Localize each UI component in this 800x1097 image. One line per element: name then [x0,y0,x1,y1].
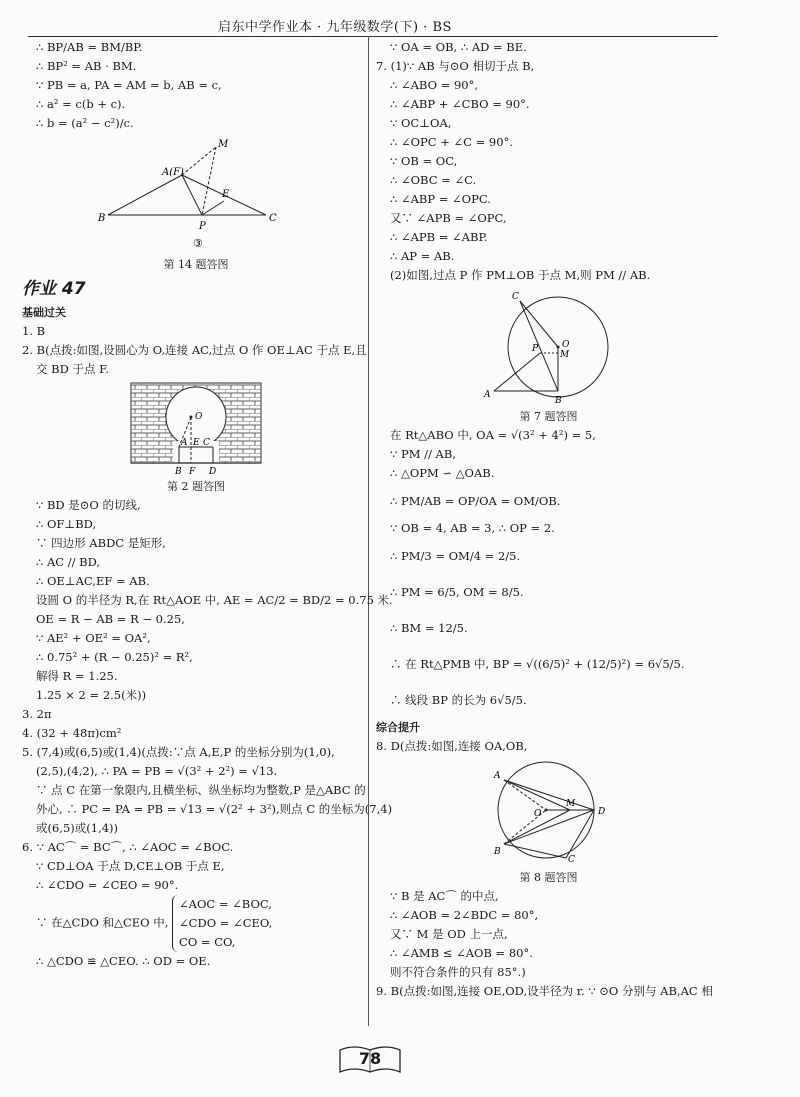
label-m: M [565,799,575,809]
text-line: (2)如图,过点 P 作 PM⊥OB 于点 M,则 PM // AB. [390,268,651,282]
figure-8 [474,758,624,866]
caption-fig8: 第 8 题答图 [519,871,578,884]
text-line: ∴ PM/3 = OM/4 = 2/5. [390,549,521,563]
text-line: ∴ ∠ABP + ∠CBO = 90°. [390,97,530,111]
label-a: A [483,390,490,400]
label-a: A [181,438,188,448]
text-line: ∴ 线段 BP 的长为 6√5/5. [390,693,527,707]
text-line: ∴ ∠CDO = ∠CEO = 90°. [36,878,179,892]
label-e: E [222,189,230,200]
caption-fig7: 第 7 题答图 [519,410,578,423]
label-b: B [554,396,562,405]
text-line: 8. D(点拨:如图,连接 OA,OB, [376,739,528,753]
left-column [22,38,393,971]
label-o: O [533,809,541,819]
text-line: ∵ OB = 4, AB = 3, ∴ OP = 2. [390,521,555,535]
text-line: ∵ OA = OB, ∴ AD = BE. [390,40,527,54]
label-d: D [597,807,605,817]
section-title: 作业 47 [22,279,86,299]
text-line: ∵ PM // AB, [390,447,456,461]
text-line: 1. B [22,324,46,338]
text-line: ∴ △OPM ∽ △OAB. [390,466,495,480]
text-line: ∴ △CDO ≌ △CEO. ∴ OD = OE. [36,954,211,968]
text-line: 又∵ M 是 OD 上一点, [390,927,508,941]
header-title: 启东中学作业本 · 九年级数学(下) · BS [218,20,452,35]
figure-2 [129,381,263,475]
label-n: ③ [193,237,203,250]
subhead-basic: 基础过关 [22,306,66,319]
text-line: ∵ B 是 AC⌒ 的中点, [390,889,499,903]
text-line: ∴ BP/AB = BM/BP. [36,40,143,54]
label-c: C [203,438,210,448]
text-line: 5. (7,4)或(6,5)或(1,4)(点拨:∵点 A,E,P 的坐标分别为(1,0), [22,745,335,759]
page-number: 78 [358,1049,382,1068]
text-line: ∵ CD⊥OA 于点 D,CE⊥OB 于点 E, [36,859,225,873]
text-line: ∵ PB = a, PA = AM = b, AB = c, [36,78,222,92]
label-c: C [567,855,575,865]
text-line: ∴ AC // BD, [36,555,101,569]
text-line: ∴ OF⊥BD, [36,517,97,531]
label-o: O [195,412,203,422]
text-line: OE = R − AB = R − 0.25, [36,612,185,626]
text-line: 4. (32 + 48π)cm² [22,726,122,740]
text-line: 设圆 O 的半径为 R,在 Rt△AOE 中, AE = AC/2 = BD/2 = 0.75 米. [36,593,393,607]
text-line: ∴ ∠AOB = 2∠BDC = 80°, [390,908,539,922]
text-line: 交 BD 于点 F. [36,362,109,376]
text-line: ∵ OB = OC, [390,154,458,168]
right-column [376,38,721,1001]
text-line: ∴ b = (a² − c²)/c. [36,116,134,130]
text-line: ∴ ∠APB = ∠ABP. [390,230,488,244]
text-line: ∴ 0.75² + (R − 0.25)² = R², [36,650,193,664]
text-line: 外心, ∴ PC = PA = PB = √13 = √(2² + 3²),则点 C 的坐标为(7,4) [36,802,393,816]
text-line: ∴ 在 Rt△PMB 中, BP = √((6/5)² + (12/5)²) = 6√5/5. [390,657,685,671]
text-line: ∴ PM = 6/5, OM = 8/5. [390,585,524,599]
text-line: 9. B(点拨:如图,连接 OE,OD,设半径为 r. ∵ ⊙O 分别与 AB,AC 相 [376,984,713,998]
brace-conditions [172,895,272,952]
text-line: 3. 2π [22,707,52,721]
label-a: A(F) [162,167,184,178]
label-p: P [531,344,538,354]
label-p: P [199,221,206,232]
caption-fig14: 第 14 题答图 [163,258,229,271]
label-c: C [511,292,519,302]
label-b: B [175,467,182,475]
text-line: ∴ ∠OBC = ∠C. [390,173,477,187]
text-line: ∴ ∠OPC + ∠C = 90°. [390,135,513,149]
figure-7 [474,287,624,405]
text-line: ∴ OE⊥AC,EF = AB. [36,574,150,588]
label-b: B [98,213,106,224]
brace-line: ∠AOC = ∠BOC, [179,897,272,911]
text-line: ∵ OC⊥OA, [390,116,452,130]
text-line: ∴ ∠ABO = 90°, [390,78,478,92]
label-b: B [493,847,501,857]
figure-14 [96,135,296,253]
text-line: 或(6,5)或(1,4)) [36,821,119,835]
text-line: ∴ BP² = AB · BM. [36,59,137,73]
text-line: 解得 R = 1.25. [36,669,118,683]
text-line: ∴ PM/AB = OP/OA = OM/OB. [390,494,561,508]
text-line: 在 Rt△ABO 中, OA = √(3² + 4²) = 5, [390,428,596,442]
brace-line: CO = CO, [179,935,236,949]
text-line: ∵ 四边形 ABDC 是矩形, [36,536,166,550]
header-rule [28,36,718,37]
subhead-advanced: 综合提升 [376,721,420,734]
text-line: 7. (1)∵ AB 与⊙O 相切于点 B, [376,59,535,73]
label-a: A [493,771,500,781]
page-number-badge [336,1042,404,1078]
label-d: D [209,467,217,475]
text-line: 又∵ ∠APB = ∠OPC, [390,211,507,225]
label-c: C [269,213,277,224]
brace-group [22,895,370,952]
text-line: 6. ∵ AC⌒ = BC⌒, ∴ ∠AOC = ∠BOC. [22,840,234,854]
text-line: ∴ ∠AMB ≤ ∠AOB = 80°. [390,946,533,960]
label-m: M [218,139,229,150]
label-o: O [561,340,569,350]
brace-line: ∠CDO = ∠CEO, [179,916,273,930]
text-line: ∴ a² = c(b + c). [36,97,126,111]
label-e: E [193,438,200,448]
text-line: ∴ BM = 12/5. [390,621,468,635]
label-f: F [189,467,196,475]
text-line: ∴ AP = AB. [390,249,455,263]
text-line: 2. B(点拨:如图,设圆心为 O,连接 AC,过点 O 作 OE⊥AC 于点 E,且 [22,343,367,357]
text-line: ∵ BD 是⊙O 的切线, [36,498,141,512]
text-line: ∵ 点 C 在第一象限内,且横坐标、纵坐标均为整数,P 是△ABC 的 [36,783,366,797]
text-line: 则不符合条件的只有 85°.) [390,965,526,979]
text-line: (2,5),(4,2), ∴ PA = PB = √(3² + 2²) = √13. [36,764,278,778]
caption-fig2: 第 2 题答图 [167,480,225,493]
page-header [0,12,800,36]
text-line: 1.25 × 2 = 2.5(米)) [36,688,147,702]
text-line: ∵ AE² + OE² = OA², [36,631,151,645]
brace-intro: ∵ 在△CDO 和△CEO 中, [36,915,169,930]
text-line: ∴ ∠ABP = ∠OPC. [390,192,491,206]
label-m: M [559,350,569,360]
